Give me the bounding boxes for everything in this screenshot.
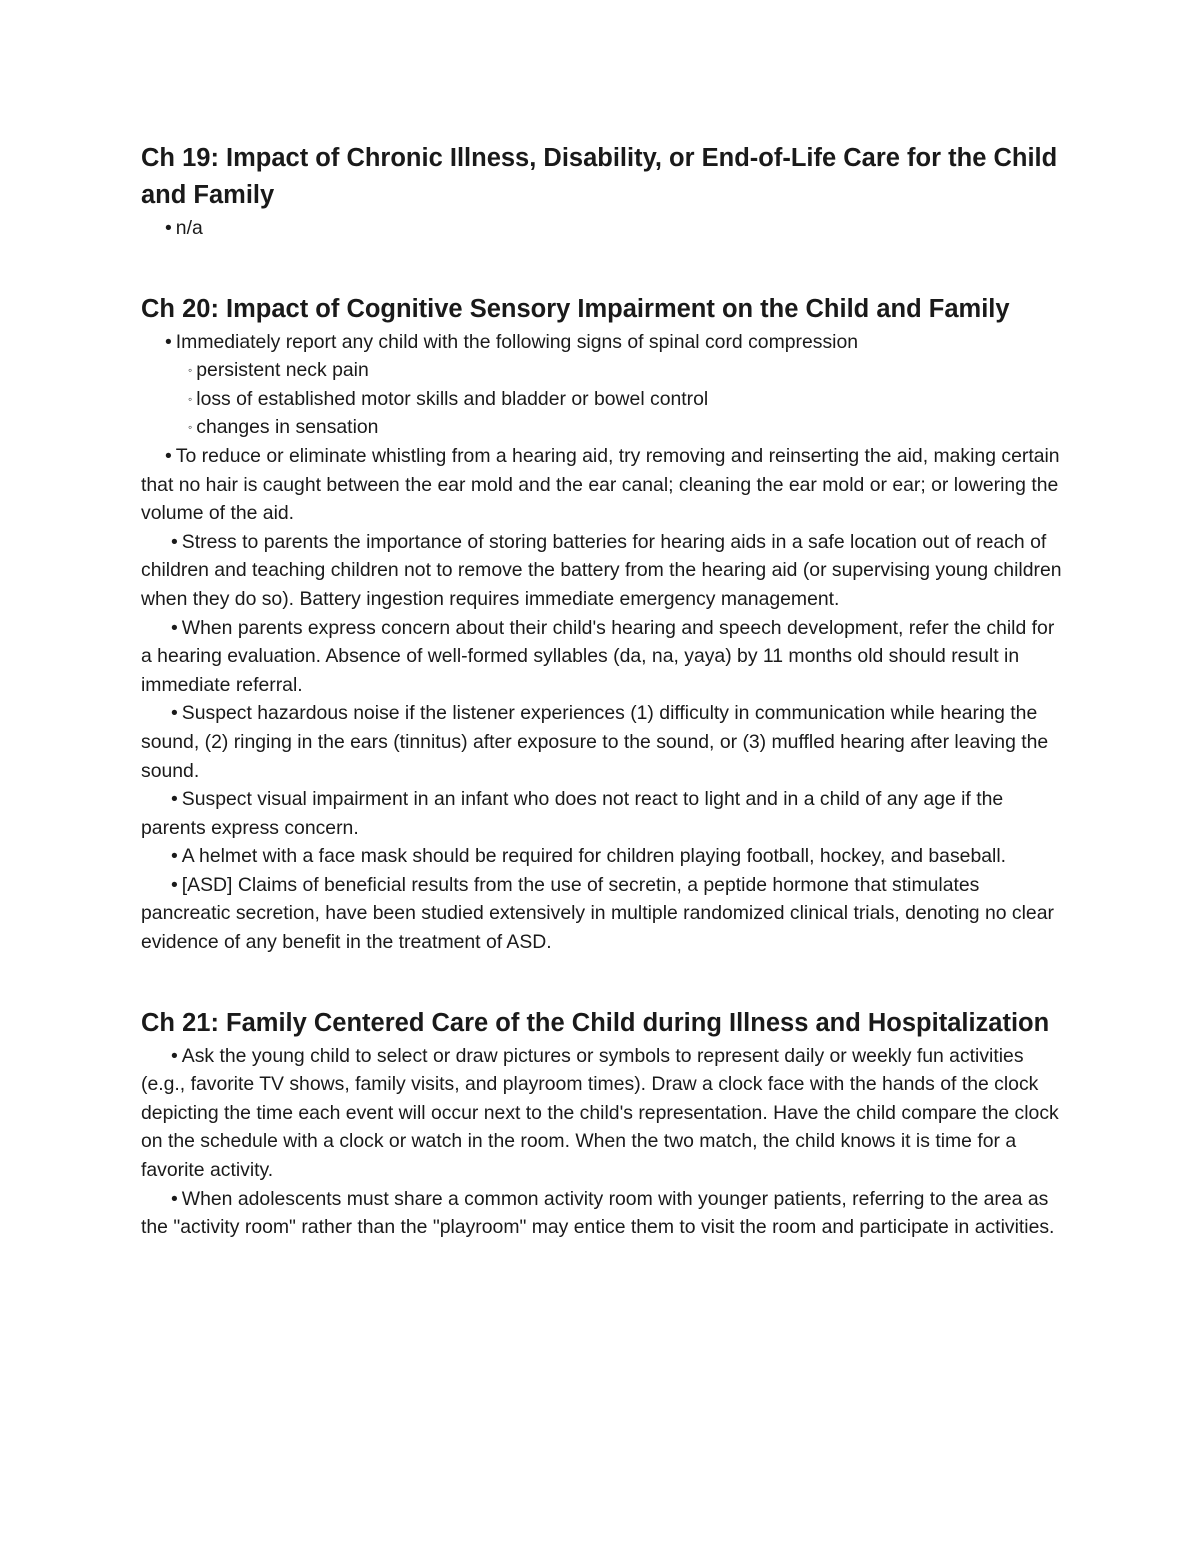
bullet-item bbox=[141, 871, 1066, 957]
sub-bullet-item bbox=[141, 356, 1066, 385]
section-heading: Ch 19: Impact of Chronic Illness, Disability, or End-of-Life Care for the Child and Family bbox=[141, 144, 1058, 209]
bullet-text: When parents express concern about their child's hearing and speech development, refer the child for a hearing evaluation. Absence of well-formed syllables (da, na, yaya) by 11 months old should result in immediate referral. bbox=[141, 616, 1055, 696]
bullet-item bbox=[141, 214, 1066, 243]
bullet-item bbox=[141, 614, 1066, 700]
bullet-marker: • bbox=[165, 217, 172, 239]
document-page bbox=[141, 140, 1066, 1242]
bullet-text: Stress to parents the importance of storing batteries for hearing aids in a safe location out of reach of children and teaching children not to remove the battery from the hearing aid (or supervising young children when they do so). Battery ingestion requires immediate emergency management. bbox=[141, 530, 1062, 610]
bullet-text: Immediately report any child with the following signs of spinal cord compression bbox=[175, 330, 859, 353]
sub-bullet-item bbox=[141, 385, 1066, 414]
sub-bullet-marker: ◦ bbox=[188, 363, 193, 378]
bullet-marker: • bbox=[171, 702, 178, 725]
bullet-marker: • bbox=[171, 616, 178, 639]
sub-bullet-item bbox=[141, 413, 1066, 442]
bullet-text: Ask the young child to select or draw pictures or symbols to represent daily or weekly fun activities (e.g., favorite TV shows, family visits, and playroom times). Draw a clock face with the hands of the clock depicting the time each event will occur next to the child's representation. Have the child compare the clock on the schedule with a clock or watch in the room. When the two match, the child knows it is time for a favorite activity. bbox=[141, 1044, 1059, 1182]
bullet-text: Suspect visual impairment in an infant who does not react to light and in a child of any age if the parents express concern. bbox=[141, 788, 1004, 839]
bullet-marker: • bbox=[171, 873, 178, 896]
bullet-item bbox=[141, 1042, 1066, 1185]
bullet-marker: • bbox=[171, 530, 178, 553]
bullet-text: To reduce or eliminate whistling from a hearing aid, try removing and reinserting the aid, making certain that no hair is caught between the ear mold and the ear canal; cleaning the ear mold or ear; or lowering the volume of the aid. bbox=[141, 444, 1060, 525]
sub-bullet-text: changes in sensation bbox=[196, 416, 379, 439]
bullet-marker: • bbox=[171, 788, 178, 811]
bullet-text: A helmet with a face mask should be required for children playing football, hockey, and baseball. bbox=[181, 845, 1007, 868]
bullet-marker: • bbox=[165, 330, 172, 353]
bullet-item bbox=[141, 842, 1066, 871]
section-heading: Ch 20: Impact of Cognitive Sensory Impairment on the Child and Family bbox=[141, 294, 1010, 323]
bullet-item bbox=[141, 785, 1066, 842]
section-ch20 bbox=[141, 291, 1066, 957]
bullet-item bbox=[141, 328, 1066, 357]
bullet-marker: • bbox=[171, 1044, 178, 1067]
bullet-text: [ASD] Claims of beneficial results from the use of secretin, a peptide hormone that stimulates pancreatic secretion, have been studied extensively in multiple randomized clinical trials, denoting no clear evidence of any benefit in the treatment of ASD. bbox=[141, 873, 1054, 954]
bullet-item bbox=[141, 528, 1066, 614]
section-ch19 bbox=[141, 140, 1066, 243]
bullet-text: n/a bbox=[175, 217, 203, 239]
sub-bullet-marker: ◦ bbox=[188, 420, 193, 435]
bullet-item bbox=[141, 699, 1066, 785]
bullet-text: Suspect hazardous noise if the listener experiences (1) difficulty in communication while hearing the sound, (2) ringing in the ears (tinnitus) after exposure to the sound, or (3) muffled hearing after leaving the sound. bbox=[141, 702, 1049, 782]
bullet-marker: • bbox=[171, 1187, 178, 1210]
bullet-item bbox=[141, 1185, 1066, 1242]
bullet-text: When adolescents must share a common activity room with younger patients, referring to the area as the "activity room" rather than the "playroom" may entice them to visit the room and participate in activities. bbox=[141, 1187, 1055, 1239]
section-ch21 bbox=[141, 1005, 1066, 1242]
sub-bullet-text: loss of established motor skills and bladder or bowel control bbox=[196, 387, 709, 410]
sub-bullet-marker: ◦ bbox=[188, 391, 193, 406]
sub-bullet-text: persistent neck pain bbox=[196, 359, 369, 382]
bullet-item bbox=[141, 442, 1066, 528]
bullet-marker: • bbox=[171, 845, 178, 868]
bullet-marker: • bbox=[165, 444, 172, 467]
section-heading: Ch 21: Family Centered Care of the Child during Illness and Hospitalization bbox=[141, 1008, 1050, 1037]
